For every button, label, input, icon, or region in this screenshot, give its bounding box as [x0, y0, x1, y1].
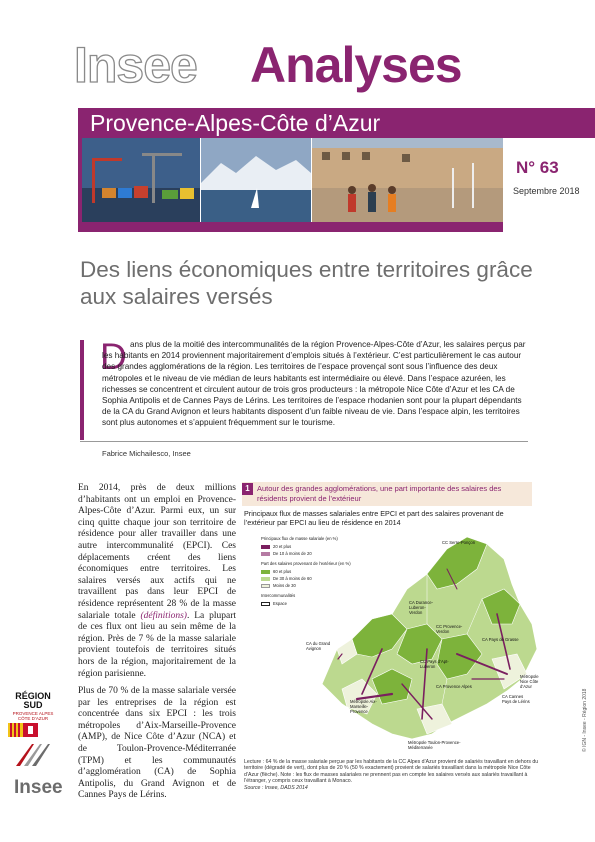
photo-underline: [78, 222, 503, 232]
map-label-cannes: CA Cannes Pays de Lérins: [502, 694, 530, 704]
figure-source: Source : Insee, DADS 2014: [244, 784, 308, 791]
legend-label: 60 et plus: [273, 569, 292, 574]
region-bar: [78, 108, 595, 138]
region-logo-line-1: RÉGION: [15, 691, 51, 701]
lead-text: ans plus de la moitié des intercommunalités de la région Provence-Alpes-Côte d’Azur, les salaires perçus par les habitants en 2014 proviennent majoritairement d’emplois situés à l’extérieur. C’est particulièrement le cas autour des grandes agglomérations de la région. Les territoires de l’espace provençal sont sous l’influence des deux métropoles et le niveau de vie médian de leurs habitants est intermédiaire ou élevé. Dans l’espace azuréen, les richesses se concentrent et circulent autour de trois gros producteurs : la métropole Nice Côte d’Azur et les CA de Sophia Antipolis et de Cannes Pays de Lérins. Les territoires de l’espace rhodanien sont pour la plupart dépendants de la CA du Grand Avignon et leurs habitants disposent d’un faible niveau de vie. Dans l’espace alpin, les territoires sont plus autonomes et s’appuient fréquemment sur le tourisme.: [102, 340, 526, 428]
legend-row: [261, 583, 351, 588]
legend-swatch: [261, 570, 270, 574]
figure-subtitle: Principaux flux de masses salariales entre EPCI et part des salaires provenant de l’extérieur par EPCI au lieu de résidence en 2014: [244, 509, 504, 528]
legend-label: De 10 à moins de 20: [273, 551, 312, 556]
insee-wordmark: Insee: [14, 777, 63, 798]
body-p1-text-end: . La plupart de ces flux ont lieu au sein même de la région. Près de 7 % de la masse salariale provient toutefois de territoires situés hors de la région, majoritairement de la région parisienne.: [78, 610, 236, 679]
lead-bar: [80, 340, 84, 440]
region-logo-sub: PROVENCE ALPES CÔTE D’AZUR: [12, 711, 54, 721]
definitions-link[interactable]: (définitions): [140, 610, 187, 621]
legend-swatch: [261, 577, 270, 581]
lead-dropcap: D: [100, 336, 127, 377]
legend-boundary-title: Intercommunalités: [261, 593, 296, 598]
region-sud-logo: [8, 692, 58, 742]
legend-label: Moins de 30: [273, 583, 296, 588]
legend-row: [261, 601, 351, 606]
legend-swatch: [261, 602, 270, 606]
figure-header: [242, 482, 532, 506]
author: Fabrice Michailesco, Insee: [102, 449, 191, 458]
lead-paragraph: [100, 336, 527, 429]
map-label-serre-poncon: CC Serre-Ponçon: [442, 540, 476, 545]
figure-number: 1: [242, 483, 253, 495]
map-label-luberon: CC Pays d’Apt-Luberon: [420, 659, 449, 669]
region-logo-line-2: SUD: [23, 700, 43, 710]
legend-swatch: [261, 545, 270, 549]
map-legend: [261, 536, 351, 611]
figure-reading-note: Lecture : 64 % de la masse salariale perçue par les habitants de la CC Alpes d’Azur provient de salariés travaillant en dehors du territoire (dégradé de vert), dont plus de 20 % (50 % exactement) provient de salariés travaillant dans la métropole Nice Côte d’Azur (flèche). Note : les flux de masses salariales ne prennent pas en compte les salaires versés aux salariés travaillant à l’étranger, y compris ceux travaillant à Monaco.: [244, 759, 539, 785]
map-label-provence-verdon: CC Provence-Verdon: [436, 624, 463, 634]
issue-number: N° 63: [516, 158, 559, 177]
body-p1-text: En 2014, près de deux millions d’habitants ont un emploi en Provence-Alpes-Côte d’Azur. Parmi eux, un sur cinq quitte chaque jour son territoire de résidence pour aller travailler dans une autre intercommunalité (EPCI). Ces déplacements créent des liens économiques entre territoires. Les salaires versés aux actifs qui ne travaillent pas dans leur EPCI de résidence représentent 28 % de la masse salariale totale: [78, 483, 236, 621]
map-label-pays-grasse: CA Pays de Grasse: [482, 637, 519, 642]
map-label-amp: Métropole Aix-Marseille-Provence: [350, 699, 377, 714]
region-label: Provence-Alpes-Côte d’Azur: [90, 110, 381, 136]
map-label-nice: Métropole Nice Côte d’Azur: [520, 674, 539, 689]
legend-label: De 30 à moins de 60: [273, 576, 312, 581]
body-column: [78, 483, 236, 808]
legend-swatch: [261, 552, 270, 556]
map-label-provence-alpes: CA Provence Alpes: [436, 684, 472, 689]
legend-row: [261, 569, 351, 574]
issue-box: [503, 138, 595, 232]
masthead-rule: [78, 138, 82, 232]
legend-flux: [261, 536, 351, 556]
legend-row: [261, 576, 351, 581]
photo-alps: [201, 138, 311, 222]
map-label-durance: CA Durance-Luberon-Verdon: [409, 600, 433, 615]
page-title: Des liens économiques entre territoires grâce aux salaires versés: [80, 257, 533, 309]
legend-boundary: [261, 593, 351, 606]
body-paragraph-1: [78, 483, 236, 680]
issue-date: Septembre 2018: [513, 186, 580, 196]
map-label-tpm: Métropole Toulon-Provence-Méditerranée: [408, 740, 461, 750]
map-label-avignon: CA du Grand Avignon: [306, 641, 331, 651]
legend-label: Espace: [273, 601, 287, 606]
legend-flux-title: Principaux flux de masse salariale (en %): [261, 536, 338, 541]
figure-title: Autour des grandes agglomérations, une part importante des salaires des résidents provient de l’extérieur: [257, 484, 502, 503]
figure-notes: [244, 759, 540, 791]
legend-row: [261, 551, 351, 556]
legend-part: [261, 561, 351, 588]
legend-part-title: Part des salaires provenant de l’extérieur (en %): [261, 561, 351, 566]
insee-logo: [14, 742, 74, 799]
analyses-brand: Analyses: [250, 37, 462, 93]
author-divider: [80, 441, 528, 442]
legend-row: [261, 544, 351, 549]
legend-swatch: [261, 584, 270, 588]
photo-street: [312, 138, 503, 222]
map-copyright: © IGN - Insee - Région 2018: [582, 688, 588, 752]
photo-port: [82, 138, 200, 222]
insee-mark-icon: [14, 742, 54, 768]
region-flag-icon: [8, 723, 38, 737]
body-paragraph-2: Plus de 70 % de la masse salariale versée par les entreprises de la région est concentrée dans six EPCI : les trois métropoles d’Aix-Marseille-Provence (AMP), de Nice Côte d’Azur (NCA) et de Toulon-Provence-Méditerranée (TPM) et les communautés d’agglomération (CA) de Sophia Antipolis, du Grand Avignon et de Cannes Pays de Lérins.: [78, 686, 236, 801]
insee-brand: Insee: [74, 37, 197, 93]
legend-label: 20 et plus: [273, 544, 292, 549]
